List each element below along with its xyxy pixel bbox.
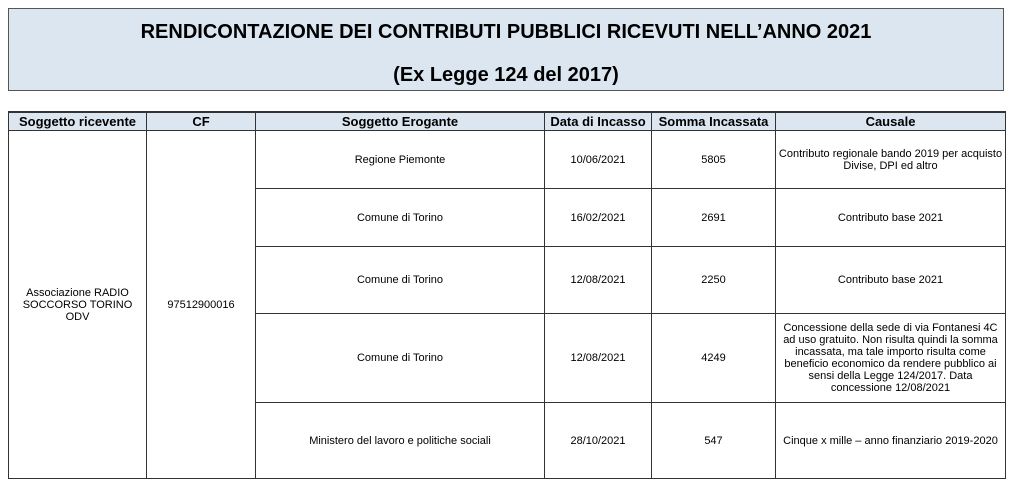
cell-data: 28/10/2021 (545, 403, 652, 479)
cell-erogante: Comune di Torino (256, 314, 545, 403)
cell-cf: 97512900016 (147, 131, 256, 479)
cell-erogante: Comune di Torino (256, 189, 545, 247)
cell-recipient: Associazione RADIO SOCCORSO TORINO ODV (9, 131, 147, 479)
cell-erogante: Ministero del lavoro e politiche sociali (256, 403, 545, 479)
page-title: RENDICONTAZIONE DEI CONTRIBUTI PUBBLICI RICEVUTI NELL’ANNO 2021 (140, 21, 872, 43)
cell-somma: 4249 (652, 314, 776, 403)
cell-causale: Contributo base 2021 (776, 247, 1006, 314)
header-soggetto-erogante: Soggetto Erogante (256, 112, 545, 131)
cell-somma: 2250 (652, 247, 776, 314)
cell-data: 12/08/2021 (545, 247, 652, 314)
cell-causale: Concessione della sede di via Fontanesi 4C ad uso gratuito. Non risulta quindi la somma incassata, ma tale importo risulta come beneficio economico da rendere pubblico ai sensi della Legge 124/2017. Data concessione 12/08/2021 (776, 314, 1006, 403)
table-row (9, 131, 1006, 189)
header-soggetto-ricevente: Soggetto ricevente (9, 112, 147, 131)
header-data-incasso: Data di Incasso (545, 112, 652, 131)
header-causale: Causale (776, 112, 1006, 131)
cell-data: 16/02/2021 (545, 189, 652, 247)
cell-somma: 547 (652, 403, 776, 479)
header-row (9, 112, 1006, 131)
cell-somma: 5805 (652, 131, 776, 189)
cell-causale: Contributo base 2021 (776, 189, 1006, 247)
contributions-table (8, 111, 1006, 479)
page-subtitle: (Ex Legge 124 del 2017) (393, 64, 619, 86)
header-cf: CF (147, 112, 256, 131)
cell-somma: 2691 (652, 189, 776, 247)
cell-data: 12/08/2021 (545, 314, 652, 403)
cell-erogante: Comune di Torino (256, 247, 545, 314)
cell-erogante: Regione Piemonte (256, 131, 545, 189)
cell-causale: Cinque x mille – anno finanziario 2019-2020 (776, 403, 1006, 479)
cell-data: 10/06/2021 (545, 131, 652, 189)
header-somma-incassata: Somma Incassata (652, 112, 776, 131)
cell-causale: Contributo regionale bando 2019 per acquisto Divise, DPI ed altro (776, 131, 1006, 189)
title-box (8, 8, 1004, 91)
